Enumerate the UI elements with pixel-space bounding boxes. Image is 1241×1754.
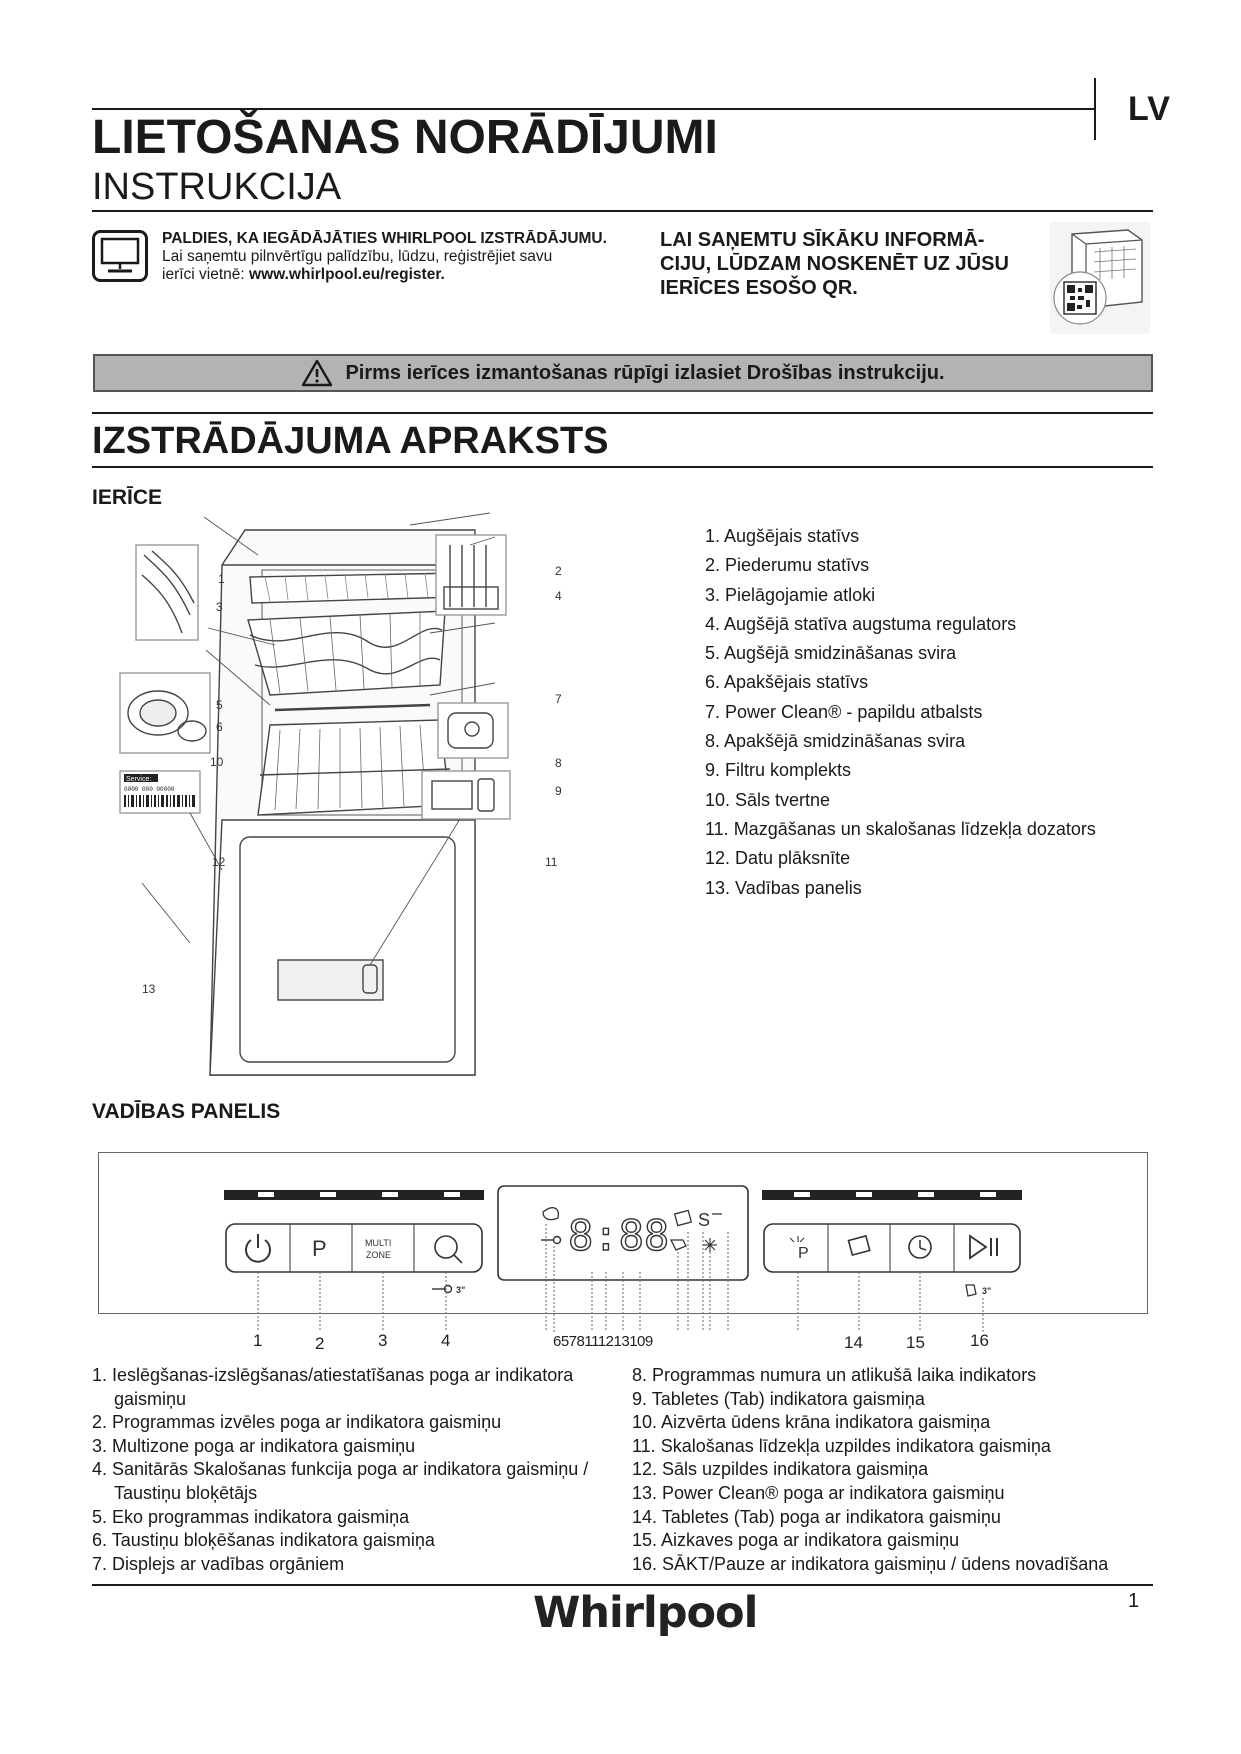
control-item: 12. Sāls uzpildes indikatora gaismiņa: [632, 1459, 929, 1480]
diagram-number-7: 7: [555, 692, 562, 706]
control-item: 2. Programmas izvēles poga ar indikatora gaismiņu: [92, 1412, 502, 1433]
parts-list-item: 10. Sāls tvertne: [705, 789, 831, 810]
callout-cluster: 6578111213109: [553, 1333, 653, 1350]
computer-icon: [92, 230, 148, 282]
diagram-number-1: 1: [218, 572, 225, 586]
header-rule-top: [92, 108, 1094, 110]
control-item: 1. Ieslēgšanas-izslēgšanas/atiestatīšanas poga ar indikatora gaismiņu: [92, 1365, 574, 1409]
parts-list-item: 7. Power Clean® - papildu atbalsts: [705, 701, 983, 722]
diagram-number-10: 10: [210, 755, 224, 769]
parts-list-item: 3. Pielāgojamie atloki: [705, 584, 876, 605]
parts-list-item: 12. Datu plāksnīte: [705, 848, 851, 869]
program-button[interactable]: P: [312, 1236, 327, 1261]
callout-1: 1: [253, 1331, 263, 1350]
control-panel-drawing: [98, 1152, 1148, 1352]
control-item: 7. Displejs ar vadības orgāniem: [92, 1553, 345, 1574]
qr-info-line-2: CIJU, LŪDZAM NOSKENĒT UZ JŪSU: [660, 253, 1009, 275]
callout-2: 2: [315, 1334, 325, 1353]
parts-list-item: 13. Vadības panelis: [705, 877, 862, 898]
diagram-number-12: 12: [212, 855, 226, 869]
page-subtitle: INSTRUKCIJA: [92, 166, 342, 208]
multizone-label-2[interactable]: ZONE: [366, 1250, 392, 1260]
control-item: 6. Taustiņu bloķēšanas indikatora gaismiņa: [92, 1530, 435, 1551]
control-item: 13. Power Clean® poga ar indikatora gaismiņu: [632, 1482, 1005, 1503]
diagram-number-6: 6: [216, 720, 223, 734]
registration-heading: PALDIES, KA IEGĀDĀJĀTIES WHIRLPOOL IZSTRĀDĀJUMU.: [162, 230, 607, 247]
diagram-number-5: 5: [216, 698, 223, 712]
salt-indicator-icon: S: [698, 1210, 711, 1230]
drain-hint: 3": [982, 1286, 992, 1296]
registration-url[interactable]: www.whirlpool.eu/register.: [249, 266, 445, 283]
control-item: 4. Sanitārās Skalošanas funkcija poga ar indikatora gaismiņu / Taustiņu bloķētājs: [92, 1459, 589, 1503]
registration-line-1: Lai saņemtu pilnvērtīgu palīdzību, lūdzu, reģistrējiet savu: [162, 248, 553, 265]
page-number: 1: [1128, 1590, 1140, 1612]
service-label: Service:: [126, 776, 152, 783]
diagram-number-2: 2: [555, 564, 562, 578]
parts-list-item: 2. Piederumu statīvs: [705, 555, 870, 576]
registration-line-2: [162, 266, 632, 284]
callout-14: 14: [844, 1333, 863, 1352]
header-rule-bottom: [92, 210, 1153, 212]
control-panel-heading: VADĪBAS PANELIS: [92, 1100, 281, 1123]
control-item: 9. Tabletes (Tab) indikatora gaismiņa: [632, 1388, 925, 1409]
rinse-aid-indicator-icon: [703, 1238, 717, 1252]
safety-warning-bar: [93, 354, 1153, 392]
diagram-number-13: 13: [142, 982, 156, 996]
footer-rule: [92, 1584, 1153, 1586]
callout-15: 15: [906, 1333, 925, 1352]
page-title: LIETOŠANAS NORĀDĪJUMI: [92, 111, 718, 164]
control-item: 16. SĀKT/Pauze ar indikatora gaismiņu / ūdens novadīšana: [632, 1553, 1109, 1574]
product-description-title: IZSTRĀDĀJUMA APRAKSTS: [92, 420, 609, 462]
control-item: 3. Multizone poga ar indikatora gaismiņu: [92, 1435, 416, 1456]
section-rule-bottom: [92, 466, 1153, 468]
dishwasher-qr-illustration: [1050, 222, 1150, 334]
diagram-number-3: 3: [216, 600, 223, 614]
control-item: 8. Programmas numura un atlikušā laika indikators: [632, 1365, 1037, 1385]
control-item: 10. Aizvērta ūdens krāna indikatora gaismiņa: [632, 1412, 991, 1433]
section-rule-top: [92, 412, 1153, 414]
parts-list-item: 1. Augšējais statīvs: [705, 526, 860, 546]
control-item: 11. Skalošanas līdzekļa uzpildes indikatora gaismiņa: [632, 1435, 1051, 1456]
service-code: 0000 000 00000: [124, 786, 175, 793]
callout-4: 4: [441, 1331, 451, 1350]
callout-16: 16: [970, 1331, 989, 1350]
appliance-heading: IERĪCE: [92, 486, 163, 509]
header-rule-vertical: [1094, 78, 1096, 140]
language-code: LV: [1128, 90, 1171, 128]
lock-hint: 3": [456, 1285, 466, 1295]
parts-list-item: 9. Filtru komplekts: [705, 760, 852, 781]
diagram-number-11: 11: [545, 855, 558, 869]
qr-info-text: [660, 228, 1050, 300]
drain-icon: [966, 1285, 976, 1296]
control-item: 5. Eko programmas indikatora gaismiņa: [92, 1506, 410, 1527]
controls-list-right: [632, 1364, 1152, 1576]
program-time-display: 8:88: [568, 1211, 670, 1260]
registration-prefix: ierīci vietnē:: [162, 266, 250, 283]
dishwasher-diagram: [124, 525, 580, 1085]
qr-info-line-3: IERĪCES ESOŠO QR.: [660, 277, 858, 299]
parts-list-item: 4. Augšējā statīva augstuma regulators: [705, 613, 1017, 634]
control-item: 14. Tabletes (Tab) poga ar indikatora gaismiņu: [632, 1506, 1001, 1527]
parts-list-item: 6. Apakšējais statīvs: [705, 672, 869, 693]
registration-text: [162, 230, 632, 284]
diagram-number-4: 4: [555, 589, 562, 603]
controls-list-left: [92, 1364, 632, 1576]
key-lock-icon: [432, 1286, 452, 1293]
control-item: 15. Aizkaves poga ar indikatora gaismiņu: [632, 1530, 960, 1551]
svg-text:P: P: [798, 1245, 809, 1262]
diagram-number-9: 9: [555, 784, 562, 798]
parts-list-item: 5. Augšējā smidzināšanas svira: [705, 643, 957, 664]
multizone-label-1[interactable]: MULTI: [365, 1238, 392, 1248]
warning-triangle-icon: [301, 359, 333, 387]
whirlpool-logo: Whirlpool: [533, 1588, 758, 1638]
parts-list-item: 11. Mazgāšanas un skalošanas līdzekļa dozators: [705, 818, 1096, 839]
parts-list-item: 8. Apakšējā smidzināšanas svira: [705, 731, 966, 752]
qr-info-line-1: LAI SAŅEMTU SĪKĀKU INFORMĀ-: [660, 229, 985, 251]
callout-3: 3: [378, 1331, 388, 1350]
diagram-number-8: 8: [555, 756, 562, 770]
safety-warning-text: Pirms ierīces izmantošanas rūpīgi izlasiet Drošības instrukciju.: [345, 361, 945, 384]
parts-list: [705, 522, 1096, 903]
